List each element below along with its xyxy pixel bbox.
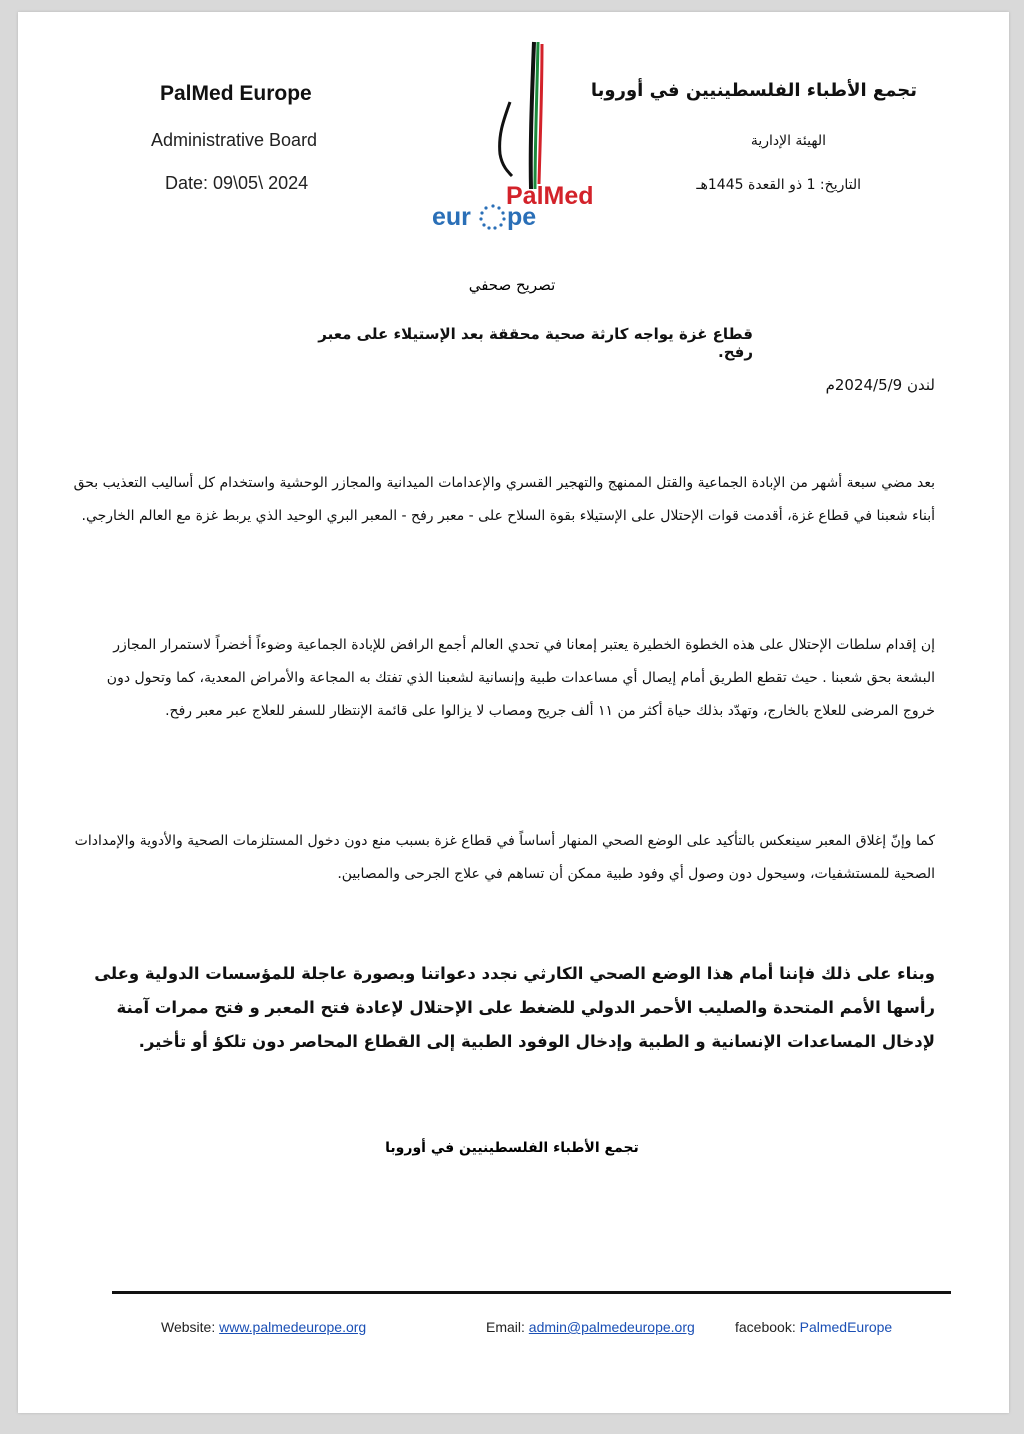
place-date: لندن 2024/5/9م xyxy=(825,376,935,394)
footer-website xyxy=(161,1319,366,1335)
board-name-ar: الهيئة الإدارية xyxy=(750,133,826,149)
palmed-europe-logo xyxy=(426,34,626,239)
logo-text-palmed: PalMed xyxy=(506,182,594,210)
footer-divider xyxy=(112,1291,951,1294)
paragraph-2: إن إقدام سلطات الإحتلال على هذه الخطوة الخطيرة يعتبر إمعانا في تحدي العالم أجمع الرافض للإبادة الجماعية وضوءاً أخضراً لاستمرار المجازر البشعة بحق شعبنا . حيث تقطع الطريق أمام إيصال أي مساعدات طبية وإنسانية لشعبنا الذي تفتك به المجاعة والأمراض المعدية، كما وتحول دون خروج المرضى للعلاج بالخارج، وتهدّد بذلك حياة أكثر من ١١ ألف جريح ومصاب لا يزالوا على قائمة الإنتظار للسفر للعلاج عبر معبر رفح. xyxy=(106,637,935,719)
date-ar: التاريخ: 1 ذو القعدة 1445هـ xyxy=(696,177,861,193)
org-name-en: PalMed Europe xyxy=(160,82,312,105)
signature: تجمع الأطباء الفلسطينيين في أوروبا xyxy=(385,1140,639,1156)
paragraph-4-appeal: وبناء على ذلك فإننا أمام هذا الوضع الصحي الكارثي نجدد دعواتنا وبصورة عاجلة للمؤسسات الدولية وعلى رأسها الأمم المتحدة والصليب الأحمر الدولي للضغط على الإحتلال لإعادة فتح المعبر و فتح ممرات آمنة لإدخال المساعدات الإنسانية و الطبية وإدخال الوفود الطبية إلى القطاع المحاصر دون تلكؤ أو تأخير. xyxy=(94,964,935,1051)
document-type: تصريح صحفي xyxy=(468,276,556,294)
footer-email xyxy=(486,1319,695,1335)
facebook-label: facebook: xyxy=(735,1319,796,1335)
website-label: Website: xyxy=(161,1319,216,1335)
date-en: Date: 09\05\ 2024 xyxy=(165,173,309,193)
eu-stars-circle-icon xyxy=(479,204,505,229)
paragraph-1: بعد مضي سبعة أشهر من الإبادة الجماعية والقتل الممنهج والتهجير القسري والإعدامات الميدانية والمجازر الوحشية واستخدام كل أساليب التعذيب بحق أبناء شعبنا في قطاع غزة، أقدمت قوات الإحتلال على الإستيلاء بقوة السلاح على - معبر رفح - المعبر البري الوحيد الذي يربط غزة مع العالم الخارجي. xyxy=(73,475,935,524)
document-page xyxy=(18,12,1009,1413)
logo-text-pe: pe xyxy=(507,203,537,231)
logo-text-eur: eur xyxy=(432,203,471,231)
email-link[interactable]: admin@palmedeurope.org xyxy=(528,1319,695,1335)
board-name-en: Administrative Board xyxy=(151,130,318,150)
org-name-ar: تجمع الأطباء الفلسطينيين في أوروبا xyxy=(590,80,917,101)
paragraph-3: كما وإنّ إغلاق المعبر سينعكس بالتأكيد على الوضع الصحي المنهار أساساً في قطاع غزة بسبب منع دون دخول المستلزمات الصحية والأدوية والإمدادات الصحية للمستشفيات، وسيحول دون وصول أي وفود طبية ممكن أن تساهم في علاج الجرحى والمصابين. xyxy=(74,833,935,882)
website-link[interactable]: www.palmedeurope.org xyxy=(219,1319,367,1335)
headline: قطاع غزة يواجه كارثة صحية محققة بعد الإستيلاء على معبر رفح. xyxy=(318,325,753,361)
footer-facebook xyxy=(735,1319,892,1335)
facebook-link[interactable]: PalmedEurope xyxy=(799,1319,893,1335)
email-label: Email: xyxy=(486,1319,525,1335)
